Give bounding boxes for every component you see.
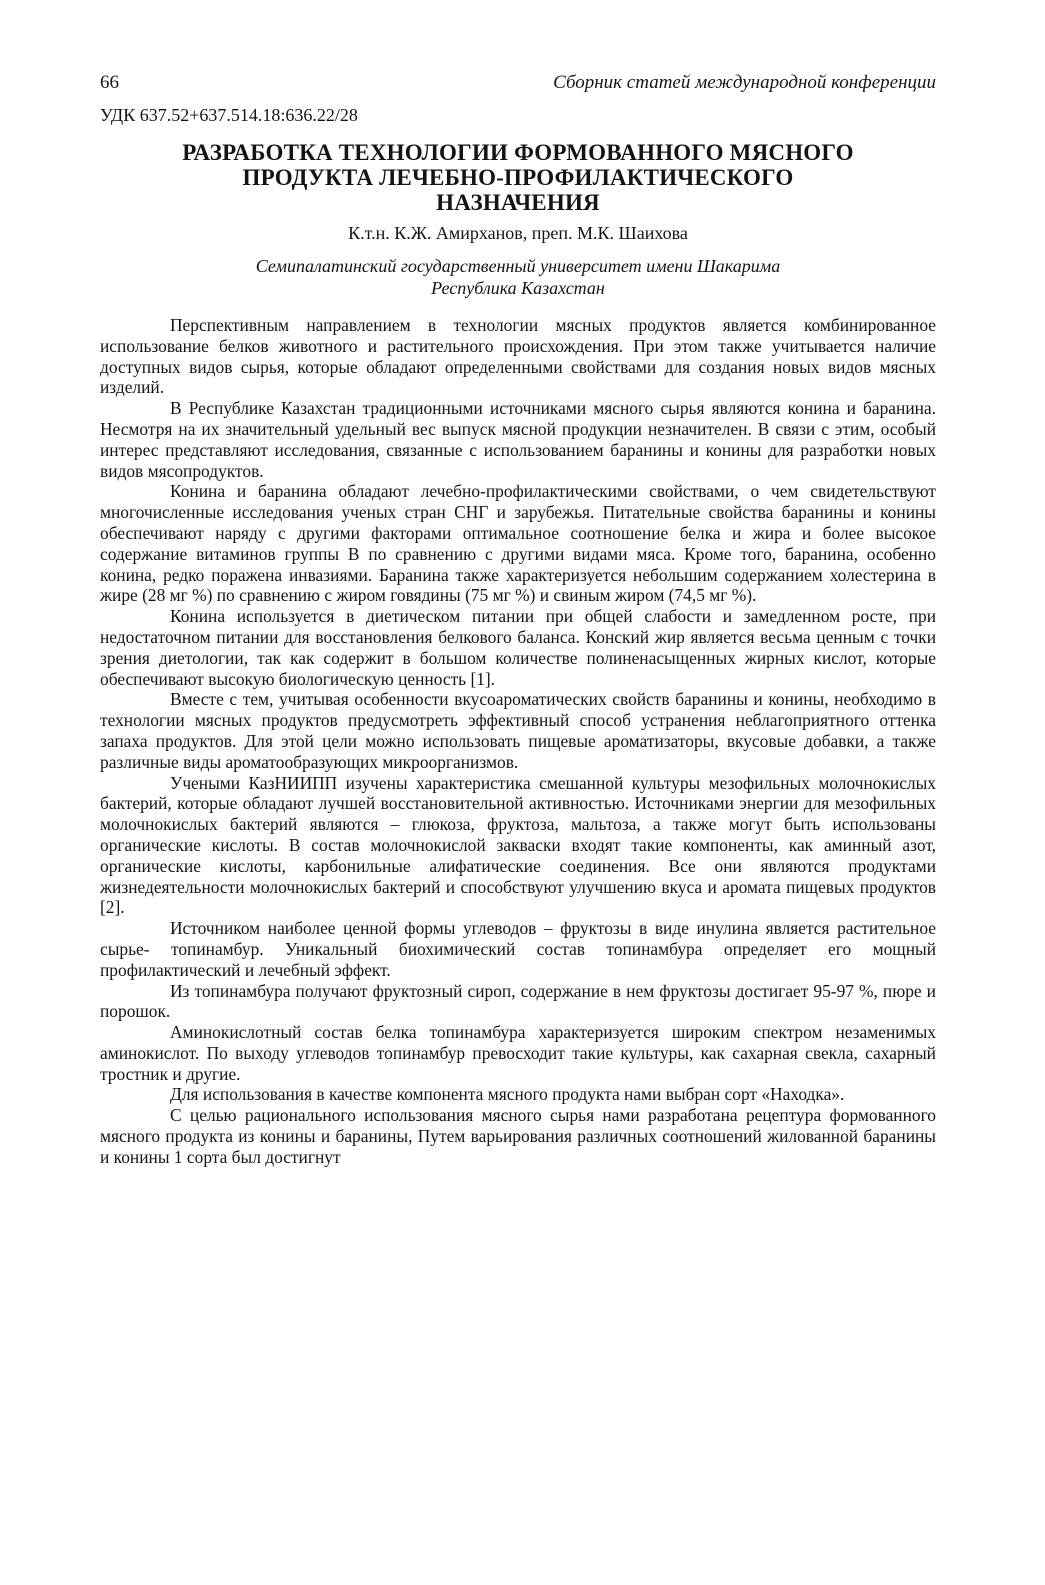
page-number: 66: [100, 72, 119, 93]
affiliation-country: Республика Казахстан: [431, 278, 605, 298]
title-line: ПРОДУКТА ЛЕЧЕБНО-ПРОФИЛАКТИЧЕСКОГО: [242, 165, 794, 190]
paragraph: Из топинамбура получают фруктозный сироп, содержание в нем фруктозы достигает 95-97 %, пюре и порошок.: [100, 980, 936, 1022]
authors: К.т.н. К.Ж. Амирханов, преп. М.К. Шаихова: [348, 223, 688, 243]
affiliation-university: Семипалатинский государственный университет имени Шакарима: [255, 256, 781, 276]
paragraph: Источником наиболее ценной формы углеводов – фруктозы в виде инулина является растительное сырье- топинамбур. Уникальный биохимический состав топинамбура определяет его мощный профилактический и лечебный эффект.: [100, 918, 936, 980]
udk-code: УДК 637.52+637.514.18:636.22/28: [100, 105, 358, 125]
paper-page: [100, 72, 936, 1168]
page-header: [100, 72, 936, 94]
article-body: [100, 315, 936, 1168]
paragraph: Вместе с тем, учитывая особенности вкусоароматических свойств баранины и конины, необходимо в технологии мясных продуктов предусмотреть эффективный способ устранения неблагоприятного оттенка запаха продуктов. Для этой цели можно использовать пищевые ароматизаторы, вкусовые добавки, а также различные виды ароматообразующих микроорганизмов.: [100, 689, 936, 772]
paragraph: Учеными КазНИИПП изучены характеристика смешанной культуры мезофильных молочнокислых бактерий, которые обладают лучшей восстановительной активностью. Источниками энергии для мезофильных молочнокислых бактерий являются – глюкоза, фруктоза, мальтоза, а также могут быть использованы органические кислоты. В состав молочнокислой закваски входят такие компоненты, как аминный азот, органические кислоты, карбонильные алифатические соединения. Все они являются продуктами жизнедеятельности молочнокислых бактерий и способствуют улучшению вкуса и аромата пищевых продуктов [2].: [100, 772, 936, 918]
title-line: НАЗНАЧЕНИЯ: [436, 190, 600, 215]
affiliation: [100, 255, 936, 299]
paragraph: Перспективным направлением в технологии мясных продуктов является комбинированное использование белков животного и растительного происхождения. При этом также учитывается наличие доступных видов сырья, которые обладают определенными свойствами для создания новых видов мясных изделий.: [100, 315, 936, 398]
paragraph: Конина и баранина обладают лечебно-профилактическими свойствами, о чем свидетельствуют многочисленные исследования ученых стран СНГ и зарубежья. Питательные свойства баранины и конины обеспечивают наряду с другими факторами оптимальное соотношение белка и жира и более высокое содержание витаминов группы В по сравнению с другими видами мяса. Кроме того, баранина, особенно конина, редко поражена инвазиями. Баранина также характеризуется небольшим содержанием холестерина в жире (28 мг %) по сравнению с жиром говядины (75 мг %) и свиным жиром (74,5 мг %).: [100, 481, 936, 606]
paragraph: Для использования в качестве компонента мясного продукта нами выбран сорт «Находка».: [170, 1084, 845, 1105]
paragraph: С целью рационального использования мясного сырья нами разработана рецептура формованного мясного продукта из конины и баранины, Путем варьирования различных соотношений жилованной баранины и конины 1 сорта был достигнут: [100, 1105, 936, 1167]
paragraph: Аминокислотный состав белка топинамбура характеризуется широким спектром незаменимых аминокислот. По выходу углеводов топинамбур превосходит такие культуры, как сахарная свекла, сахарный тростник и другие.: [100, 1022, 936, 1084]
journal-title: Сборник статей международной конференции: [553, 72, 936, 93]
article-title: [100, 140, 936, 215]
paragraph: Конина используется в диетическом питании при общей слабости и замедленном росте, при недостаточном питании для восстановления белкового баланса. Конский жир является весьма ценным с точки зрения диетологии, так как содержит в большом количестве полиненасыщенных жирных кислот, которые обеспечивают высокую биологическую ценность [1].: [100, 606, 936, 689]
paragraph: В Республике Казахстан традиционными источниками мясного сырья являются конина и баранина. Несмотря на их значительный удельный вес выпуск мясной продукции незначителен. В связи с этим, особый интерес представляют исследования, связанные с использованием баранины и конины для разработки новых видов мясопродуктов.: [100, 398, 936, 481]
title-line: РАЗРАБОТКА ТЕХНОЛОГИИ ФОРМОВАННОГО МЯСНОГО: [182, 140, 854, 165]
